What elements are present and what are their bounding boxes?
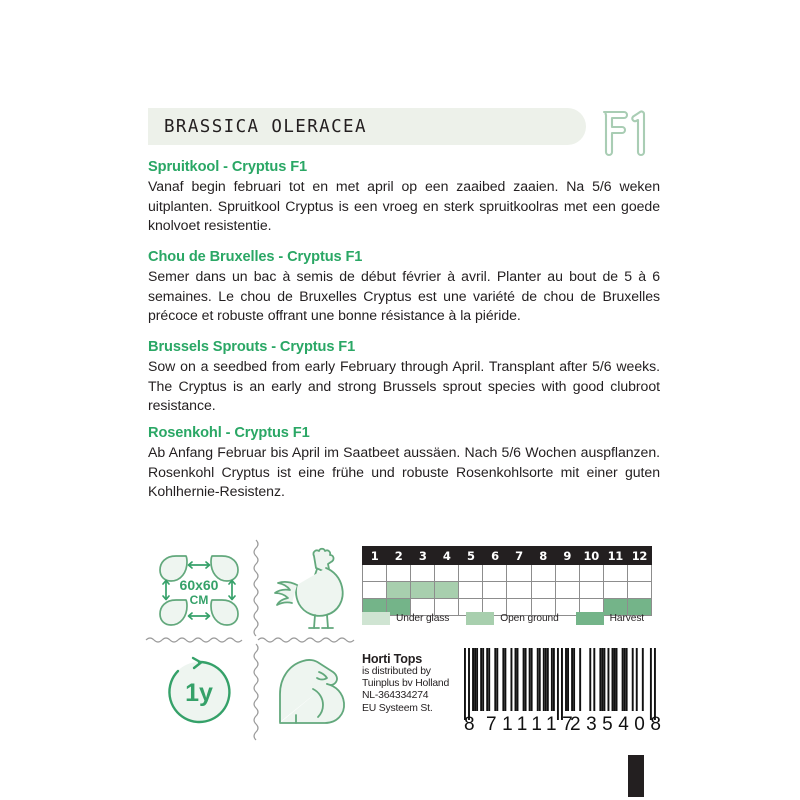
calendar-table [362, 546, 652, 616]
rooster-icon [258, 542, 364, 637]
legend-label-1: Open ground [500, 613, 559, 624]
calendar-body [363, 547, 652, 616]
company-line-1: is distributed by [362, 666, 431, 677]
header [148, 108, 653, 146]
calendar-month-header-10: 10 [579, 547, 603, 565]
description-block-de [148, 424, 660, 502]
calendar-cell-under_glass-5 [459, 565, 483, 582]
calendar-month-header-4: 4 [435, 547, 459, 565]
calendar-month-header-9: 9 [555, 547, 579, 565]
variety-description-fr: Semer dans un bac à semis de début février à avril. Planter au bout de 5 à 6 semaines. Le chou de Bruxelles Cryptus est une variété de chou de Bruxelles précoce et robuste offrant une bonne résistance à la piéride. [148, 268, 660, 324]
company-line-4: EU Systeem St. [362, 702, 433, 714]
calendar-month-header-2: 2 [387, 547, 411, 565]
strong-variety-bicep-icon [258, 644, 364, 739]
legend-item-0 [362, 612, 449, 625]
calendar-cell-open_ground-2 [387, 582, 411, 599]
variety-title-fr: Chou de Bruxelles - Cryptus F1 [148, 249, 363, 265]
calendar-cell-under_glass-8 [531, 565, 555, 582]
variety-title-nl: Spruitkool - Cryptus F1 [148, 159, 308, 175]
variety-description-de: Ab Anfang Februar bis April im Saatbeet aussäen. Nach 5/6 Wochen auspflanzen. Rosenkohl Cryptus ist eine frühe und robuste Rosenkohlsorte mit einer guten Kohlhernie-Resistenz. [148, 444, 660, 500]
germination-year-icon [146, 644, 252, 739]
company-line-2: Tuinplus bv Holland [362, 678, 450, 690]
calendar-legend [362, 612, 654, 625]
barcode-digit-group-left: 8 [464, 714, 476, 735]
legend-swatch-0 [362, 612, 390, 625]
plant-spacing-icon [146, 542, 252, 637]
variety-title-de: Rosenkohl - Cryptus F1 [148, 425, 310, 441]
barcode-bars [464, 648, 656, 720]
description-block-nl [148, 158, 660, 236]
legend-swatch-1 [466, 612, 494, 625]
calendar-cell-open_ground-7 [507, 582, 531, 599]
calendar-row-under_glass [363, 565, 652, 582]
description-block-fr [148, 248, 660, 326]
barcode-digit-group-mid: 711117 [486, 714, 579, 735]
calendar-cell-under_glass-9 [555, 565, 579, 582]
legend-label-2: Harvest [609, 613, 645, 624]
calendar-cell-open_ground-1 [363, 582, 387, 599]
calendar-cell-under_glass-1 [363, 565, 387, 582]
bottom-info-panel [146, 540, 667, 745]
legend-swatch-2 [576, 612, 604, 625]
spacing-unit-text: CM [189, 593, 209, 607]
calendar-month-header-5: 5 [459, 547, 483, 565]
calendar-month-header-6: 6 [483, 547, 507, 565]
sowing-calendar [362, 546, 654, 616]
calendar-month-header-12: 12 [627, 547, 651, 565]
calendar-cell-under_glass-4 [435, 565, 459, 582]
calendar-cell-open_ground-12 [627, 582, 651, 599]
legend-label-0: Under glass [396, 613, 450, 624]
calendar-month-header-3: 3 [411, 547, 435, 565]
company-name: Horti Tops [362, 652, 423, 666]
description-block-en [148, 338, 660, 416]
calendar-cell-open_ground-6 [483, 582, 507, 599]
calendar-month-header-7: 7 [507, 547, 531, 565]
calendar-cell-under_glass-12 [627, 565, 651, 582]
calendar-cell-under_glass-3 [411, 565, 435, 582]
calendar-cell-under_glass-7 [507, 565, 531, 582]
calendar-cell-open_ground-8 [531, 582, 555, 599]
calendar-cell-open_ground-5 [459, 582, 483, 599]
calendar-header-row [363, 547, 652, 565]
legend-item-1 [466, 612, 558, 625]
spacing-value-text: 60x60 [179, 577, 219, 593]
calendar-cell-open_ground-10 [579, 582, 603, 599]
calendar-row-open_ground [363, 582, 652, 599]
calendar-month-header-8: 8 [531, 547, 555, 565]
calendar-cell-open_ground-11 [603, 582, 627, 599]
variety-description-en: Sow on a seedbed from early February through April. Transplant after 5/6 weeks. The Cryptus is an early and strong Brussels sprout species with good clubroot resistance. [148, 358, 660, 414]
year-label-text: 1y [185, 679, 213, 707]
print-registration-mark [628, 755, 644, 797]
legend-item-2 [576, 612, 644, 625]
calendar-cell-under_glass-6 [483, 565, 507, 582]
f1-hybrid-icon [596, 104, 654, 160]
variety-title-en: Brussels Sprouts - Cryptus F1 [148, 339, 356, 355]
calendar-cell-open_ground-4 [435, 582, 459, 599]
calendar-cell-under_glass-10 [579, 565, 603, 582]
calendar-cell-open_ground-3 [411, 582, 435, 599]
calendar-cell-open_ground-9 [555, 582, 579, 599]
calendar-month-header-1: 1 [363, 547, 387, 565]
barcode [464, 648, 667, 740]
page-title: BRASSICA OLERACEA [164, 117, 367, 137]
company-line-3: NL-364334274 [362, 690, 429, 702]
calendar-month-header-11: 11 [603, 547, 627, 565]
calendar-cell-under_glass-2 [387, 565, 411, 582]
variety-description-nl: Vanaf begin februari tot en met april op een zaaibed zaaien. Na 5/6 weken uitplanten. Spruitkool Cryptus is een vroeg en sterk spruitkoolras met een goede knolvoet resistentie. [148, 178, 660, 234]
barcode-digit-group-right: 235408 [570, 714, 667, 735]
calendar-cell-under_glass-11 [603, 565, 627, 582]
